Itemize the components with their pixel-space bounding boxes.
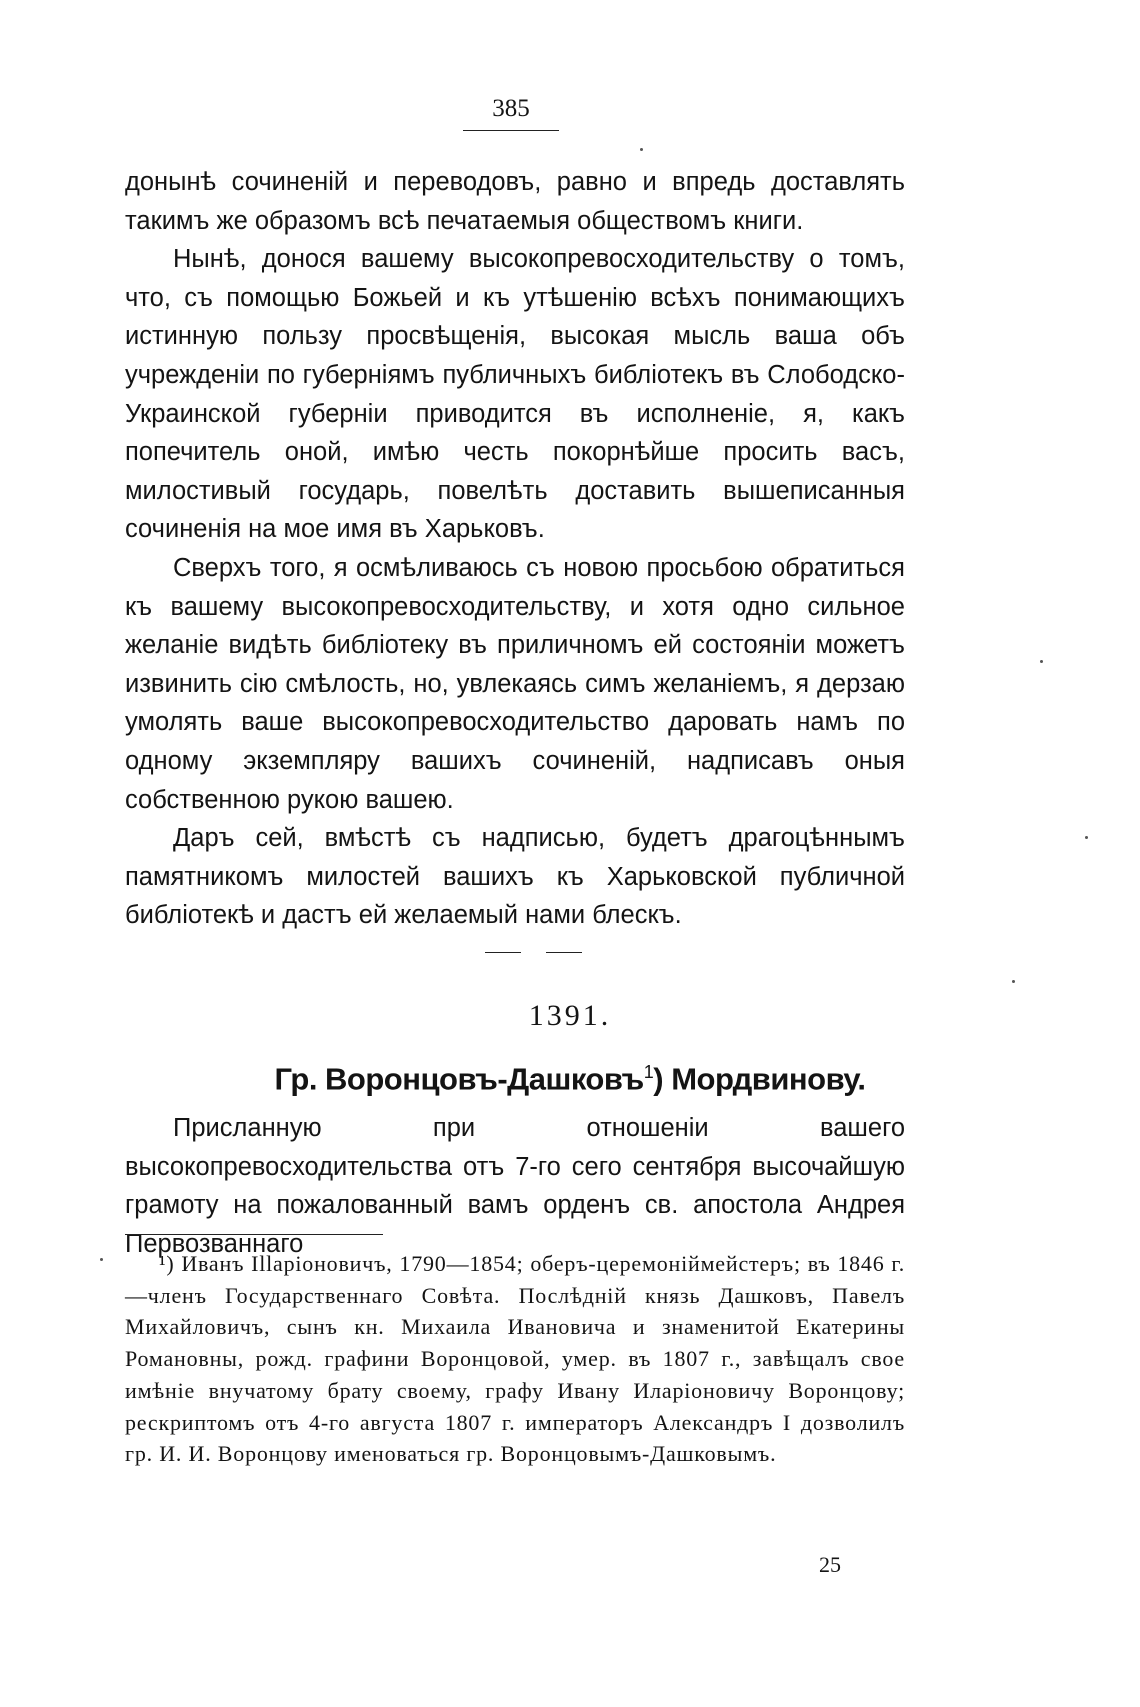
letter-text-bottom (125, 1109, 905, 1263)
paragraph: Даръ сей, вмѣстѣ съ надписью, будетъ драгоцѣннымъ памятникомъ милостей вашихъ къ Харьковской публичной библіотекѣ и дастъ ей желаемый нами блескъ. (125, 824, 905, 930)
footnote: ¹) Иванъ Illаріоновичъ, 1790—1854; оберъ-церемоніймейстеръ; въ 1846 г.—членъ Государственнаго Совѣта. Послѣдній князь Дашковъ, Павелъ Михайловичъ, сынъ кн. Михаила Ивановича и знаменитой Екатерины Романовны, рожд. графини Воронцовой, умер. въ 1807 г., завѣщалъ свое имѣніе внучатому брату своему, графу Ивану Иларіоновичу Воронцову; рескриптомъ отъ 4-го августа 1807 г. императоръ Александръ I дозволилъ гр. И. И. Воронцову именоваться гр. Воронцовымъ-Дашковымъ. (125, 1251, 905, 1467)
page-number: 385 (492, 95, 530, 122)
paragraph: Нынѣ, донося вашему высокопревосходительству о томъ, что, съ помощью Божьей и къ утѣшенію всѣхъ понимающихъ истинную пользу просвѣщенія, высокая мысль ваша объ учрежденіи по губерніямъ публичныхъ библіотекъ въ Слободско-Украинской губерніи приводится въ исполненіе, я, какъ попечитель оной, имѣю честь покорнѣйше просить васъ, милостивый государь, повелѣть доставить вышеписанныя сочиненія на мое имя въ Харьковъ. (125, 245, 905, 544)
paragraph: Сверхъ того, я осмѣливаюсь съ новою просьбою обратиться къ вашему высокопревосходительству, и хотя одно сильное желаніе видѣть библіотеку въ приличномъ ей состояніи можетъ извинить сію смѣлость, но, увлекаясь симъ желаніемъ, я дерзаю умолять ваше высокопревосходительство даровать намъ по одному экземпляру вашихъ сочиненій, надписавъ оныя собственною рукою вашею. (125, 553, 905, 814)
scan-speck (1040, 660, 1043, 663)
heading-recipient: ) Мордвинову. (653, 1061, 866, 1097)
footnote-reference: 1 (643, 1062, 654, 1082)
paragraph: Присланную при отношеніи вашего высокопревосходительства отъ 7-го сего сентября высочайшую грамоту на пожалованный вамъ орденъ св. апостола Андрея Первозваннаго (125, 1114, 905, 1258)
footnotes (125, 1248, 905, 1470)
heading-sender: Гр. Воронцовъ-Дашковъ (274, 1061, 644, 1097)
scan-speck (1085, 836, 1088, 839)
letter-text-top (125, 163, 905, 935)
paragraph: донынѣ сочиненій и переводовъ, равно и впредь доставлять такимъ же образомъ всѣ печатаемыя обществомъ книги. (125, 168, 905, 235)
document-number: 1391. (528, 999, 612, 1032)
printer-signature-mark: 25 (819, 1552, 841, 1577)
scan-speck (640, 148, 643, 151)
footnote-rule (125, 1234, 383, 1235)
section-separator-left (485, 952, 521, 953)
section-separator-right (546, 952, 582, 953)
letter-heading (0, 1050, 1140, 1101)
page-number-rule (463, 130, 559, 131)
scan-speck (100, 1258, 103, 1261)
scan-speck (1012, 980, 1015, 983)
